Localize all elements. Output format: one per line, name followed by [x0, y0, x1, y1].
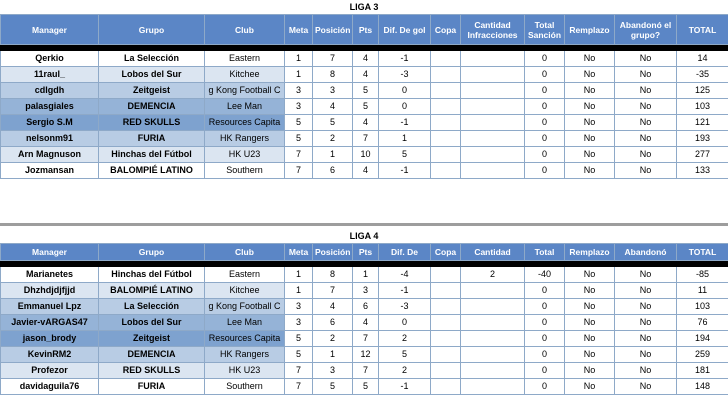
table-cell[interactable]: g Kong Football C [205, 83, 285, 99]
col-header[interactable]: Remplazo [565, 15, 615, 45]
col-header[interactable]: Abandonó el grupo? [615, 15, 677, 45]
table-cell[interactable]: Javier-vARGAS47 [1, 315, 99, 331]
table-cell[interactable]: No [615, 315, 677, 331]
table-row [1, 379, 728, 395]
table-cell[interactable] [461, 331, 525, 347]
table-cell[interactable]: 5 [379, 147, 431, 163]
table-cell[interactable]: 5 [313, 115, 353, 131]
table-cell[interactable]: -85 [677, 267, 728, 283]
table-cell[interactable]: 5 [285, 115, 313, 131]
table-cell[interactable]: 4 [313, 299, 353, 315]
table-cell[interactable]: No [615, 131, 677, 147]
liga3-header-row [1, 15, 728, 45]
table-cell[interactable]: Jozmansan [1, 163, 99, 179]
table-cell[interactable] [431, 331, 461, 347]
table-cell[interactable]: 1 [285, 267, 313, 283]
table-cell[interactable]: 5 [353, 83, 379, 99]
table-row [1, 315, 728, 331]
table-row [1, 283, 728, 299]
table-cell[interactable]: cdlgdh [1, 83, 99, 99]
table-cell[interactable]: 0 [525, 99, 565, 115]
table-cell[interactable]: 0 [379, 99, 431, 115]
table-cell[interactable]: Emmanuel Lpz [1, 299, 99, 315]
table-cell[interactable]: 7 [353, 363, 379, 379]
table-cell[interactable]: 4 [353, 315, 379, 331]
col-header[interactable]: Manager [1, 15, 99, 45]
table-cell[interactable]: 193 [677, 131, 728, 147]
table-cell[interactable]: -1 [379, 379, 431, 395]
table-cell[interactable] [431, 363, 461, 379]
table-cell[interactable]: 7 [313, 51, 353, 67]
table-cell[interactable] [461, 51, 525, 67]
table-cell[interactable]: 8 [313, 67, 353, 83]
table-cell[interactable]: FURIA [99, 131, 205, 147]
table-cell[interactable]: No [615, 67, 677, 83]
table-cell[interactable]: 3 [285, 99, 313, 115]
table-row [1, 83, 728, 99]
table-cell[interactable]: Zeitgeist [99, 331, 205, 347]
table-cell[interactable]: 0 [525, 283, 565, 299]
table-cell[interactable]: KevinRM2 [1, 347, 99, 363]
table-cell[interactable]: 2 [379, 363, 431, 379]
table-cell[interactable]: -40 [525, 267, 565, 283]
table-cell[interactable]: Southern [205, 379, 285, 395]
table-cell[interactable]: 0 [525, 331, 565, 347]
table-cell[interactable] [461, 315, 525, 331]
table-cell[interactable]: 3 [285, 315, 313, 331]
table-cell[interactable]: HK Rangers [205, 347, 285, 363]
table-cell[interactable]: No [565, 67, 615, 83]
table-cell[interactable]: No [565, 163, 615, 179]
table-cell[interactable]: 0 [525, 83, 565, 99]
table-cell[interactable] [461, 131, 525, 147]
table-cell[interactable]: HK U23 [205, 363, 285, 379]
table-cell[interactable]: 259 [677, 347, 728, 363]
col-header[interactable]: Meta [285, 15, 313, 45]
table-cell[interactable]: BALOMPIÉ LATINO [99, 163, 205, 179]
table-cell[interactable]: DEMENCIA [99, 347, 205, 363]
table-cell[interactable]: No [615, 283, 677, 299]
table-cell[interactable]: No [565, 347, 615, 363]
table-cell[interactable]: No [615, 147, 677, 163]
table-cell[interactable]: 7 [313, 283, 353, 299]
table-cell[interactable]: 14 [677, 51, 728, 67]
table-cell[interactable]: Eastern [205, 51, 285, 67]
table-cell[interactable] [431, 315, 461, 331]
table-cell[interactable]: -35 [677, 67, 728, 83]
col-header[interactable]: Total Sanción [525, 15, 565, 45]
table-cell[interactable]: No [615, 83, 677, 99]
table-cell[interactable] [461, 83, 525, 99]
table-row [1, 163, 728, 179]
table-cell[interactable]: 0 [525, 363, 565, 379]
col-header[interactable]: Dif. De gol [379, 15, 431, 45]
table-cell[interactable] [461, 283, 525, 299]
table-cell[interactable]: 6 [353, 299, 379, 315]
table-cell[interactable]: 3 [353, 283, 379, 299]
col-header[interactable]: Remplazo [565, 244, 615, 261]
table-cell[interactable] [461, 99, 525, 115]
table-cell[interactable]: 0 [525, 67, 565, 83]
table-cell[interactable]: Resources Capita [205, 331, 285, 347]
table-cell[interactable]: No [565, 51, 615, 67]
table-row [1, 115, 728, 131]
table-row [1, 67, 728, 83]
liga4-title: LIGA 4 [349, 231, 379, 241]
table-cell[interactable]: No [565, 131, 615, 147]
table-row [1, 99, 728, 115]
col-header[interactable]: Cantidad [461, 244, 525, 261]
col-header[interactable]: Club [205, 15, 285, 45]
table-cell[interactable]: Kitchee [205, 67, 285, 83]
col-header[interactable]: Manager [1, 244, 99, 261]
table-cell[interactable]: 3 [285, 299, 313, 315]
table-cell[interactable]: 0 [525, 147, 565, 163]
table-row [1, 51, 728, 67]
table-cell[interactable]: 8 [313, 267, 353, 283]
table-cell[interactable]: 76 [677, 315, 728, 331]
table-row [1, 363, 728, 379]
table-cell[interactable]: No [615, 115, 677, 131]
col-header[interactable]: Cantidad Infracciones [461, 15, 525, 45]
table-cell[interactable]: 1 [353, 267, 379, 283]
col-header[interactable]: Abandonó [615, 244, 677, 261]
table-cell[interactable]: 4 [353, 115, 379, 131]
table-cell[interactable] [461, 147, 525, 163]
table-cell[interactable]: Hinchas del Fútbol [99, 267, 205, 283]
table-cell[interactable]: 0 [525, 163, 565, 179]
table-cell[interactable]: Resources Capita [205, 115, 285, 131]
table-cell[interactable]: nelsonm91 [1, 131, 99, 147]
table-cell[interactable] [431, 379, 461, 395]
table-cell[interactable]: 1 [285, 67, 313, 83]
col-header[interactable]: Grupo [99, 15, 205, 45]
table-cell[interactable]: g Kong Football C [205, 299, 285, 315]
table-cell[interactable]: 181 [677, 363, 728, 379]
table-cell[interactable]: 121 [677, 115, 728, 131]
table-cell[interactable]: 7 [285, 163, 313, 179]
table-cell[interactable]: 5 [285, 347, 313, 363]
table-cell[interactable]: DEMENCIA [99, 99, 205, 115]
table-cell[interactable]: palasgiales [1, 99, 99, 115]
table-cell[interactable]: Profezor [1, 363, 99, 379]
table-cell[interactable]: RED SKULLS [99, 115, 205, 131]
table-cell[interactable]: Southern [205, 163, 285, 179]
table-row [1, 267, 728, 283]
table-cell[interactable]: 1 [285, 51, 313, 67]
table-cell[interactable] [461, 163, 525, 179]
table-cell[interactable]: No [565, 379, 615, 395]
table-cell[interactable]: 5 [285, 131, 313, 147]
col-header[interactable]: TOTAL [677, 15, 728, 45]
col-header[interactable]: Grupo [99, 244, 205, 261]
table-cell[interactable]: 0 [379, 83, 431, 99]
table-cell[interactable] [431, 115, 461, 131]
table-cell[interactable]: 0 [525, 131, 565, 147]
table-cell[interactable]: BALOMPIÉ LATINO [99, 283, 205, 299]
table-cell[interactable]: Lee Man [205, 315, 285, 331]
table-row [1, 331, 728, 347]
table-cell[interactable]: 1 [313, 147, 353, 163]
table-cell[interactable]: No [615, 363, 677, 379]
table-cell[interactable]: -1 [379, 115, 431, 131]
table-cell[interactable] [431, 283, 461, 299]
table-cell[interactable]: 0 [525, 379, 565, 395]
table-cell[interactable]: No [615, 331, 677, 347]
table-cell[interactable]: La Selección [99, 51, 205, 67]
table-cell[interactable]: 133 [677, 163, 728, 179]
table-cell[interactable]: 4 [353, 67, 379, 83]
table-cell[interactable]: No [565, 283, 615, 299]
col-header[interactable]: Dif. De [379, 244, 431, 261]
table-cell[interactable]: 3 [285, 83, 313, 99]
table-cell[interactable]: 103 [677, 99, 728, 115]
table-cell[interactable]: 6 [313, 163, 353, 179]
table-cell[interactable]: 11 [677, 283, 728, 299]
table-cell[interactable]: 11raul_ [1, 67, 99, 83]
table-cell[interactable]: 5 [313, 379, 353, 395]
table-cell[interactable]: 5 [353, 379, 379, 395]
table-cell[interactable]: No [615, 163, 677, 179]
table-cell[interactable]: -1 [379, 283, 431, 299]
table-cell[interactable] [431, 299, 461, 315]
table-cell[interactable]: 1 [379, 131, 431, 147]
table-cell[interactable]: Dhzhdjdjfjjd [1, 283, 99, 299]
separator [0, 223, 728, 226]
table-cell[interactable]: 1 [313, 347, 353, 363]
table-cell[interactable] [461, 379, 525, 395]
table-cell[interactable]: No [565, 267, 615, 283]
table-cell[interactable] [461, 67, 525, 83]
table-cell[interactable]: 5 [353, 99, 379, 115]
table-cell[interactable]: No [615, 51, 677, 67]
table-cell[interactable]: No [565, 315, 615, 331]
table-cell[interactable]: Marianetes [1, 267, 99, 283]
table-cell[interactable]: Lee Man [205, 99, 285, 115]
table-cell[interactable]: 1 [285, 283, 313, 299]
table-cell[interactable]: 7 [285, 363, 313, 379]
col-header[interactable]: Copa [431, 15, 461, 45]
table-cell[interactable]: No [565, 83, 615, 99]
table-cell[interactable] [431, 83, 461, 99]
table-cell[interactable]: -1 [379, 163, 431, 179]
table-cell[interactable] [431, 347, 461, 363]
table-cell[interactable]: No [565, 299, 615, 315]
col-header[interactable]: Posición [313, 15, 353, 45]
table-cell[interactable] [431, 131, 461, 147]
table-cell[interactable] [461, 363, 525, 379]
table-cell[interactable]: No [615, 379, 677, 395]
table-cell[interactable]: No [565, 115, 615, 131]
table-cell[interactable]: 7 [353, 131, 379, 147]
table-cell[interactable] [431, 99, 461, 115]
liga3-title: LIGA 3 [349, 2, 379, 12]
table-cell[interactable]: No [565, 99, 615, 115]
table-cell[interactable]: No [565, 331, 615, 347]
table-cell[interactable]: 6 [313, 315, 353, 331]
col-header[interactable]: Pts [353, 15, 379, 45]
table-cell[interactable]: 148 [677, 379, 728, 395]
table-cell[interactable]: 2 [313, 331, 353, 347]
table-cell[interactable]: Eastern [205, 267, 285, 283]
table-cell[interactable]: 3 [313, 363, 353, 379]
table-cell[interactable]: -1 [379, 51, 431, 67]
table-cell[interactable]: 2 [313, 131, 353, 147]
table-cell[interactable]: Arn Magnuson [1, 147, 99, 163]
table-cell[interactable]: 12 [353, 347, 379, 363]
col-header[interactable]: Meta [285, 244, 313, 261]
table-cell[interactable]: Zeitgeist [99, 83, 205, 99]
table-cell[interactable]: Qerkio [1, 51, 99, 67]
table-cell[interactable]: No [615, 347, 677, 363]
table-cell[interactable]: 125 [677, 83, 728, 99]
table-cell[interactable]: 0 [525, 51, 565, 67]
table-cell[interactable]: HK Rangers [205, 131, 285, 147]
table-cell[interactable]: 103 [677, 299, 728, 315]
col-header[interactable]: Copa [431, 244, 461, 261]
table-cell[interactable]: 4 [353, 51, 379, 67]
table-cell[interactable]: 194 [677, 331, 728, 347]
table-row [1, 299, 728, 315]
table-cell[interactable]: FURIA [99, 379, 205, 395]
liga3-table [0, 14, 728, 179]
table-cell[interactable]: 277 [677, 147, 728, 163]
table-cell[interactable]: 2 [461, 267, 525, 283]
table-cell[interactable]: 4 [353, 163, 379, 179]
table-cell[interactable]: 0 [525, 299, 565, 315]
table-cell[interactable]: Lobos del Sur [99, 67, 205, 83]
table-cell[interactable] [461, 299, 525, 315]
table-cell[interactable]: -3 [379, 299, 431, 315]
table-cell[interactable]: No [565, 363, 615, 379]
table-cell[interactable]: 7 [353, 331, 379, 347]
table-cell[interactable]: La Selección [99, 299, 205, 315]
table-cell[interactable]: 0 [525, 347, 565, 363]
table-cell[interactable] [431, 147, 461, 163]
table-cell[interactable]: 0 [525, 315, 565, 331]
table-cell[interactable]: No [615, 99, 677, 115]
liga4-table [0, 243, 728, 395]
col-header[interactable]: Pts [353, 244, 379, 261]
table-cell[interactable]: davidaguila76 [1, 379, 99, 395]
table-cell[interactable]: Lobos del Sur [99, 315, 205, 331]
table-cell[interactable]: No [565, 147, 615, 163]
table-cell[interactable]: 5 [285, 331, 313, 347]
table-cell[interactable] [461, 347, 525, 363]
table-cell[interactable] [431, 51, 461, 67]
table-cell[interactable]: RED SKULLS [99, 363, 205, 379]
table-cell[interactable]: 2 [379, 331, 431, 347]
col-header[interactable]: Total [525, 244, 565, 261]
table-row [1, 131, 728, 147]
table-cell[interactable]: 7 [285, 147, 313, 163]
table-row [1, 147, 728, 163]
table-cell[interactable]: HK U23 [205, 147, 285, 163]
table-cell[interactable]: -3 [379, 67, 431, 83]
table-cell[interactable]: Hinchas del Fútbol [99, 147, 205, 163]
table-cell[interactable]: 0 [379, 315, 431, 331]
table-cell[interactable]: 10 [353, 147, 379, 163]
table-cell[interactable] [431, 67, 461, 83]
table-cell[interactable]: 0 [525, 115, 565, 131]
table-cell[interactable] [461, 115, 525, 131]
col-header[interactable]: TOTAL [677, 244, 728, 261]
table-cell[interactable]: 4 [313, 99, 353, 115]
table-cell[interactable]: 3 [313, 83, 353, 99]
col-header[interactable]: Club [205, 244, 285, 261]
table-cell[interactable]: jason_brody [1, 331, 99, 347]
table-cell[interactable]: No [615, 299, 677, 315]
table-row [1, 347, 728, 363]
table-cell[interactable] [431, 163, 461, 179]
table-cell[interactable]: Sergio S.M [1, 115, 99, 131]
table-cell[interactable] [431, 267, 461, 283]
table-cell[interactable]: No [615, 267, 677, 283]
table-cell[interactable]: 5 [379, 347, 431, 363]
table-cell[interactable]: 7 [285, 379, 313, 395]
table-cell[interactable]: -4 [379, 267, 431, 283]
col-header[interactable]: Posición [313, 244, 353, 261]
liga4-header-row [1, 244, 728, 261]
table-cell[interactable]: Kitchee [205, 283, 285, 299]
